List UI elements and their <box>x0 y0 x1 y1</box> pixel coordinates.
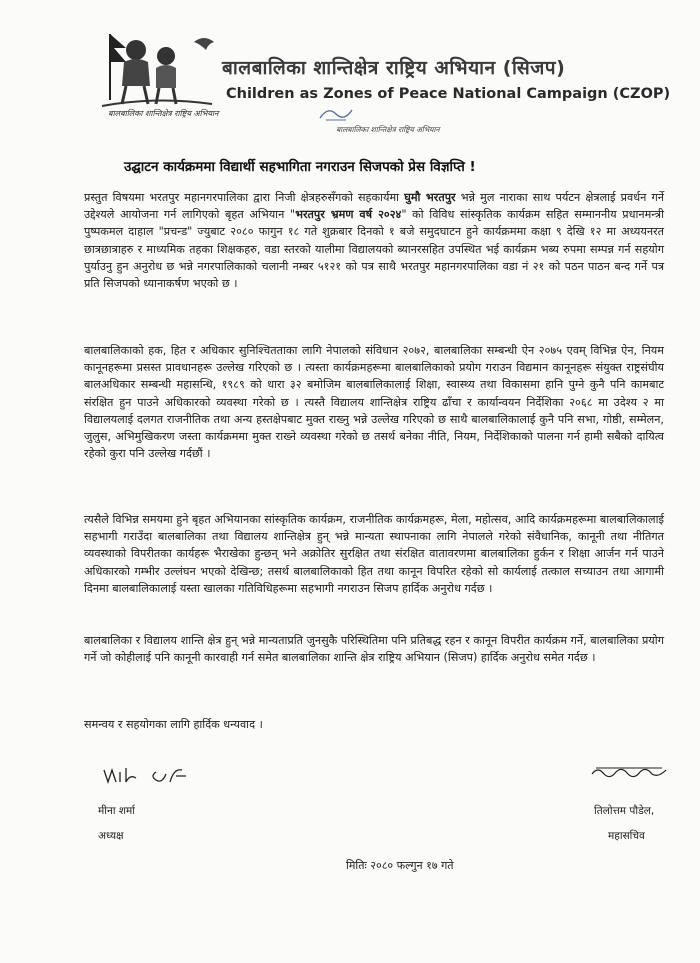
paragraph-3: त्यसैले विभिन्न समयमा हुने बृहत अभियानका सांस्कृतिक कार्यक्रम, राजनीतिक कार्यक्रमहरू, मेला, महोत्सव, आदि कार्यक्रमहरूमा बालबालिकालाई सहभागी गराउँदा बालबालिका तथा विद्यालय शान्तिक्षेत्र हुन् भन्ने मान्यता स्थापनाका लागि नेपालले गरेको संवैधानिक, कानूनी तथा नीतिगत व्यवस्थाको विपरीतका कार्यहरू भैराखेका हुन्छन् भने अक्रोतिर सुरक्षित तथा संरक्षित वातावरणमा बालबालिका हुर्कन र शिक्षा आर्जन गर्न पाउने अधिकारको गम्भीर उल्लंघन भएको देखिन्छ; तसर्थ बालबालिकाको हित तथा कानून विपरित रहेको सो कार्यलाई तत्काल सच्याउन तथा आगामी दिनमा बालबालिकालाई यस्ता खालका गतिविधिहरूमा सहभागी नगराउन सिजप हार्दिक अनुरोध गर्दछ । <box>84 513 664 595</box>
paragraph-1 <box>84 189 664 292</box>
campaign-name-text: भरतपुर भ्रमण वर्ष २०२४ <box>295 208 402 222</box>
slogan-text: घुमौ भरतपुर <box>404 191 456 204</box>
stamp-caption: बालबालिका शान्तिक्षेत्र राष्ट्रिय अभियान <box>336 125 440 134</box>
paragraph-1-text-c: भन्ने मुल नाराका साथ पर्यटन क्षेत्रलाई प्रवर्धन गर्ने उद्देश्यले आयोजना गर्न लागिएको बृहत अभियान " <box>84 191 665 222</box>
signature-right-icon <box>590 762 670 782</box>
paragraph-1-text-e: " को विविध सांस्कृतिक कार्यक्रम सहित सम्माननीय प्रधानमन्त्री पुष्पकमल दाहाल "प्रचन्ड" ज्युबाट २०८० फागुन १८ गते शुक्रबार दिनको १ बजे समुदघाटन हुने कार्यक्रममा कक्षा ९ देखि १२ मा अध्ययनरत छात्रछात्राहरु र माध्यमिक तहका शिक्षकहरु, वडा स्तरको यालीमा विद्यालयको ब्यानरसहित उपस्थित भई कार्यक्रम भब्य रुपमा सम्पन्न गर्न सहयोग पुर्याउनु हुन अनुरोध छ भन्ने नगरपालिकाको चलानी नम्बर ५१२१ को पत्र साथै भरतपुर महानगरपालिका वडा नं २१ को पठन पाठन बन्द गर्ने पत्र प्रति सिजपको ध्यानाकर्षण भएको छ । <box>84 208 664 291</box>
document-date: मितिः २०८० फल्गुन १७ गते <box>346 859 454 872</box>
signatory-left-name: मीना शर्मा <box>98 805 136 817</box>
logo-caption: बालबालिका शान्तिक्षेत्र राष्ट्रिय अभियान <box>108 109 219 118</box>
signatory-right-name: तिलोत्तम पौडेल, <box>594 805 655 817</box>
document-title: उद्घाटन कार्यक्रममा विद्यार्थी सहभागिता नगराउन सिजपको प्रेस विज्ञप्ति ! <box>124 159 476 175</box>
paragraph-2: बालबालिकाको हक, हित र अधिकार सुनिश्चितताका लागि नेपालको संविधान २०७२, बालबालिका सम्बन्धी ऐन २०७५ एवम् विभिन्न ऐन, नियम कानूनहरूमा प्रसस्त प्रावधानहरू उल्लेख गरिएको छ । त्यस्ता कार्यक्रमहरूमा बालबालिकाको प्रयोग गराउन विद्यमान कानूनहरू संयुक्त राष्ट्रसंघीय बालअधिकार सम्बन्धी महासन्धि, १९८९ को धारा ३२ बमोजिम बालबालिकालाई शिक्षा, स्वास्थ्य तथा विकासमा हानि पुग्ने कुनै पनि कामबाट संरक्षित हुन पाउने अधिकारको व्यवस्था गरेको छ । त्यस्तै विद्यालय शान्तिक्षेत्र राष्ट्रिय ढाँचा र कार्यान्वयन निर्देशिका २०६८ मा उदेश्य २ मा विद्यालयलाई दलगत राजनीतिक तथा अन्य हस्तक्षेपबाट मुक्त राख्नु भन्ने उल्लेख गरिएको छ साथै बालबालिकालाई कुनै पनि सभा, गोष्ठी, सम्मेलन, जुलुस, अभिमुखिकरण जस्ता कार्यक्रममा मुक्त राख्ने व्यवस्था गरेको छ तसर्थ बनेका नीति, नियम, निर्देशिकाको पालना गर्न हामी सबैको दायित्व रहेको कुरा पनि उल्लेख गर्दछौं । <box>84 344 664 461</box>
stamp-icon <box>316 104 356 124</box>
signature-left-icon <box>100 762 190 790</box>
paragraph-1-text-a: प्रस्तुत विषयमा भरतपुर महानगरपालिका द्वारा निजी क्षेत्रहरुसँगको सहकार्यमा <box>84 191 405 204</box>
thanks-line: समन्वय र सहयोगका लागि हार्दिक धन्यवाद । <box>84 718 263 731</box>
signatory-right-role: महासचिव <box>608 830 645 842</box>
paragraph-4: बालबालिका र विद्यालय शान्ति क्षेत्र हुन् भन्ने मान्यताप्रति जुनसुकै परिस्थितिमा पनि प्रतिबद्ध रहन र कानून विपरीत कार्यक्रम गर्ने, बालबालिका प्रयोग गर्ने जो कोहीलाई पनि कानूनी कारवाही गर्न समेत बालबालिका शान्ति क्षेत्र राष्ट्रिय अभियान (सिजप) हार्दिक अनुरोध समेत गर्दछ । <box>84 634 664 665</box>
org-name-nepali: बालबालिका शान्तिक्षेत्र राष्ट्रिय अभियान (सिजप) <box>222 57 566 79</box>
signatory-left-role: अध्यक्ष <box>98 830 124 842</box>
org-name-english: Children as Zones of Peace National Campaign (CZOP) <box>226 86 671 102</box>
